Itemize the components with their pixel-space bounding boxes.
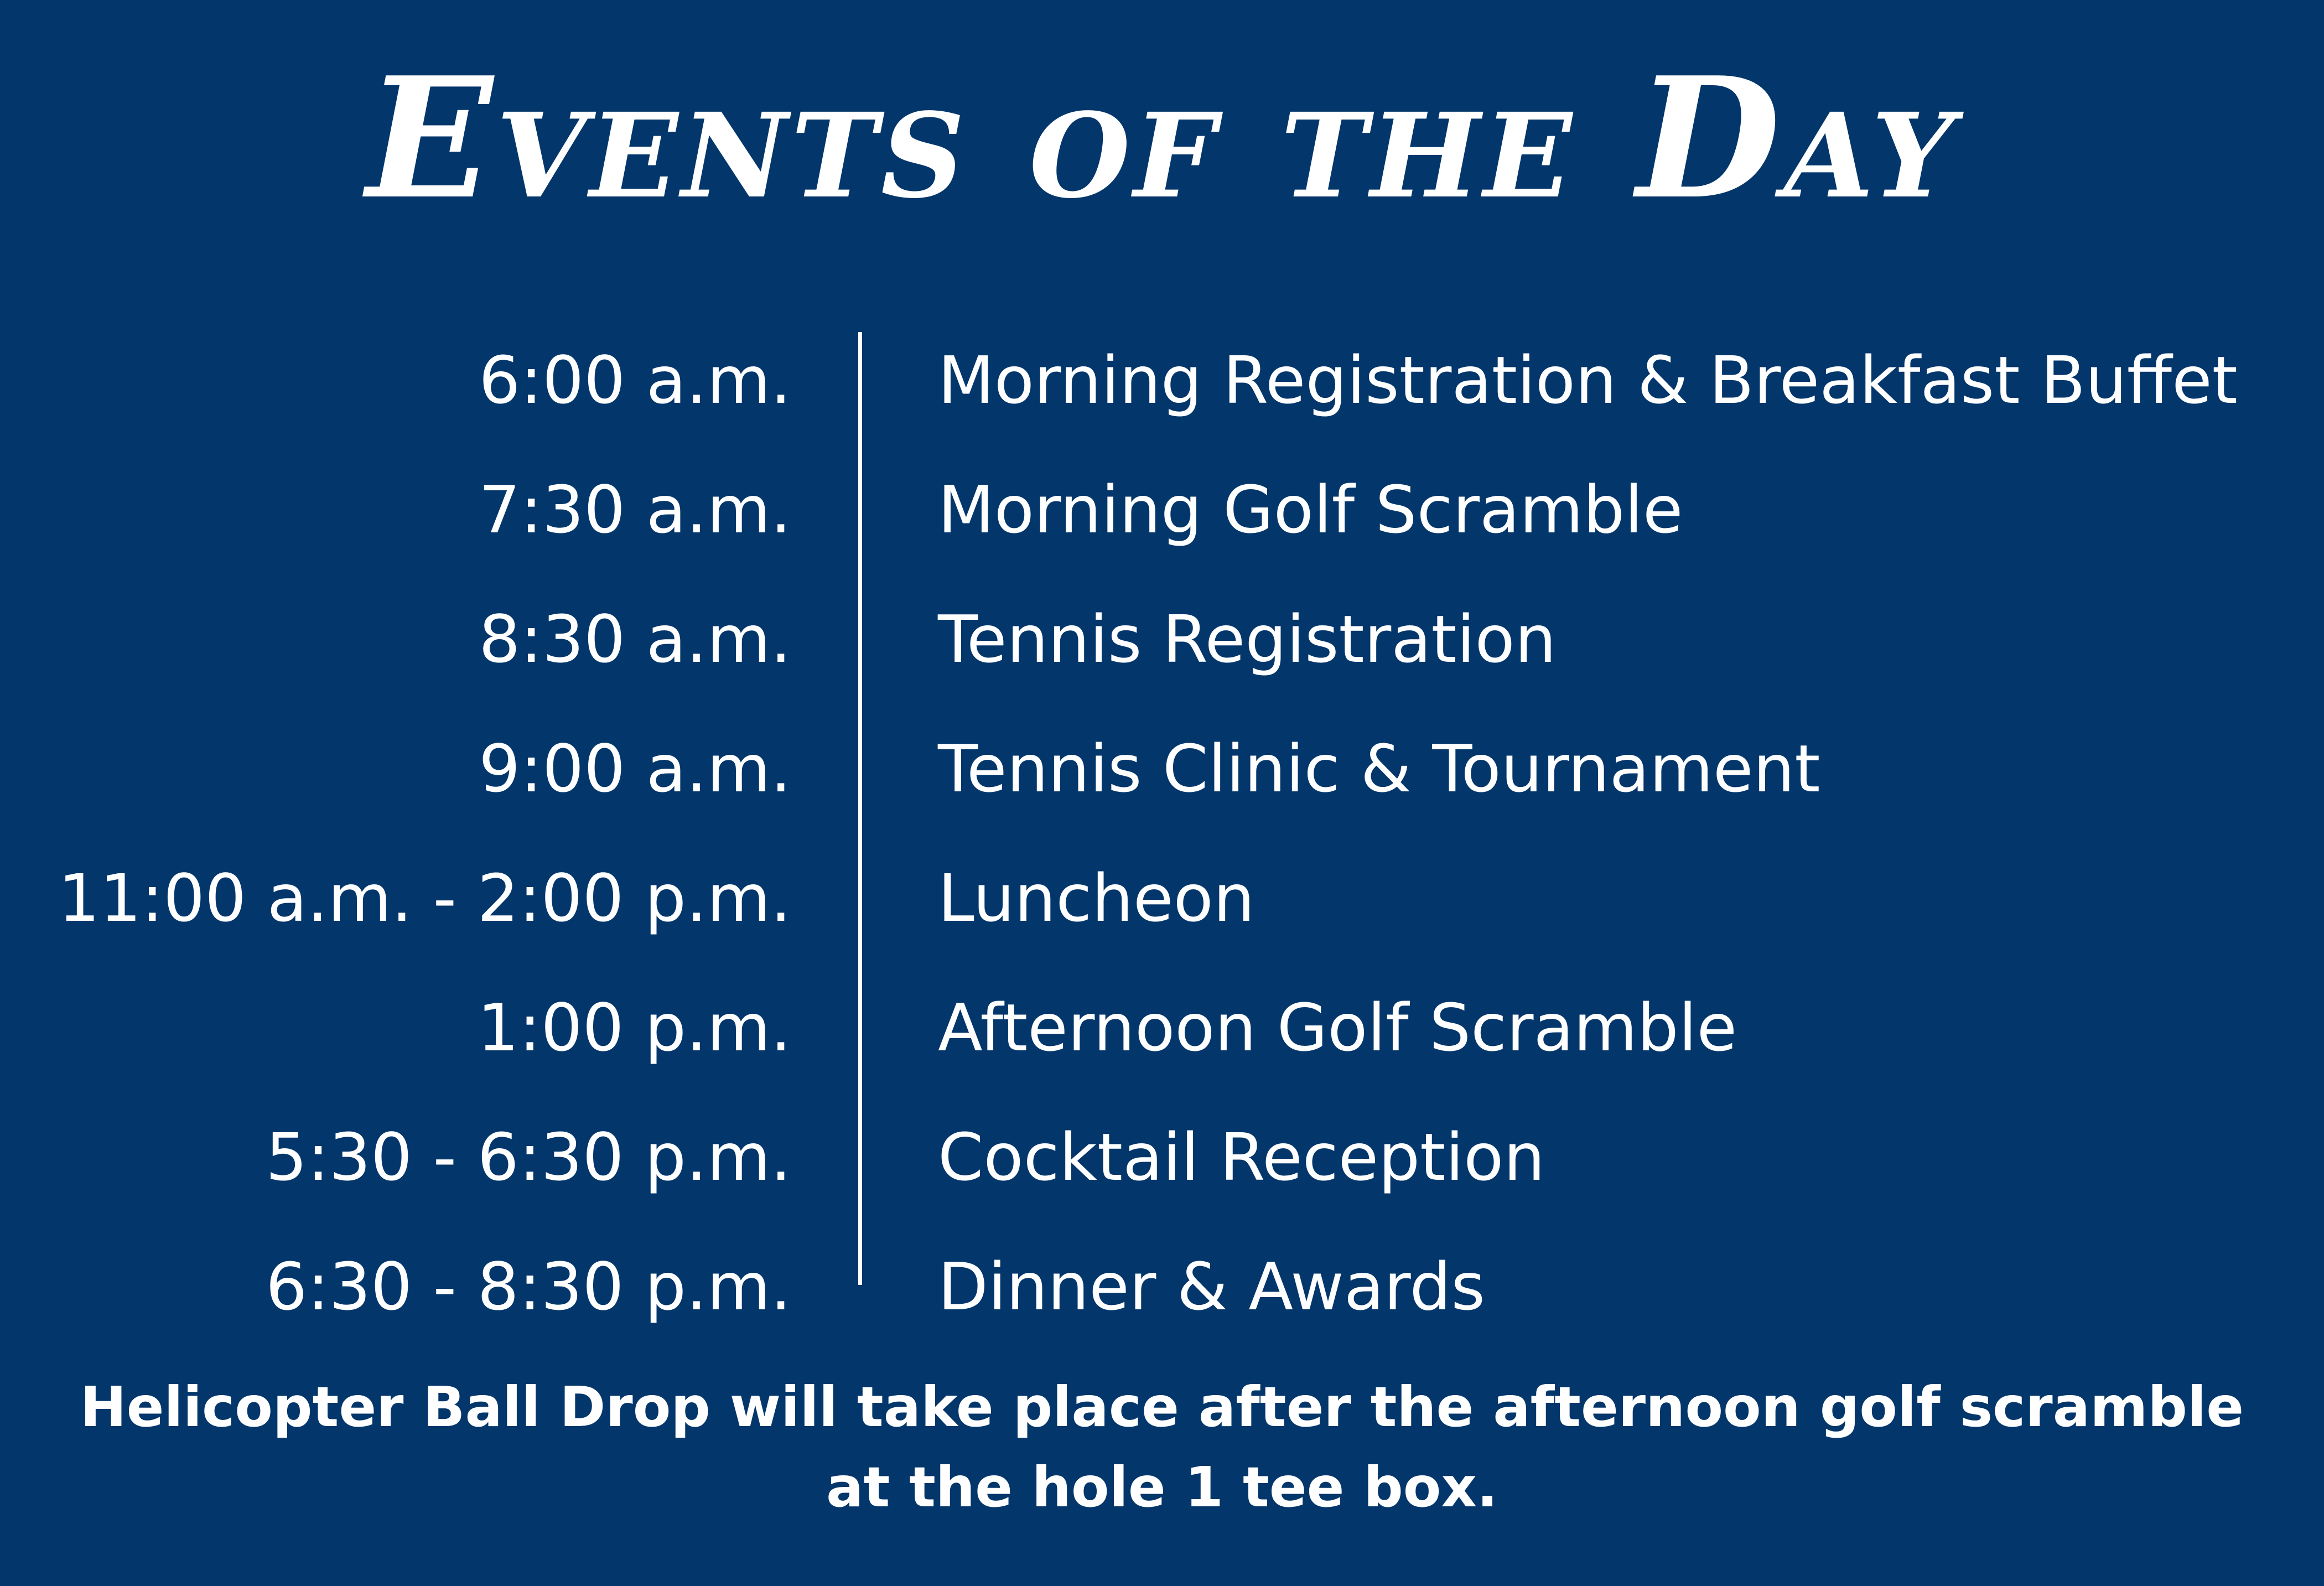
schedule-event: Morning Golf Scramble bbox=[938, 471, 1683, 548]
schedule-row bbox=[0, 833, 2324, 963]
schedule-time: 9:00 a.m. bbox=[479, 730, 791, 807]
schedule-event: Tennis Registration bbox=[938, 601, 1557, 677]
helicopter-note bbox=[0, 1367, 2324, 1527]
schedule-event: Dinner & Awards bbox=[938, 1248, 1485, 1325]
schedule-event: Afternoon Golf Scramble bbox=[938, 989, 1737, 1066]
note-line-1: Helicopter Ball Drop will take place after the afternoon golf scramble bbox=[80, 1375, 2244, 1439]
schedule-event: Luncheon bbox=[938, 860, 1255, 936]
schedule-time: 11:00 a.m. - 2:00 p.m. bbox=[58, 860, 791, 936]
page-title: Events of the Day bbox=[366, 40, 1958, 236]
schedule-row bbox=[0, 315, 2324, 445]
schedule-event: Morning Registration & Breakfast Buffet bbox=[938, 342, 2238, 418]
schedule-row bbox=[0, 574, 2324, 704]
schedule-time: 7:30 a.m. bbox=[479, 471, 791, 548]
schedule-time: 6:00 a.m. bbox=[479, 342, 791, 418]
schedule-row bbox=[0, 1092, 2324, 1222]
schedule-row bbox=[0, 1222, 2324, 1351]
schedule-time: 8:30 a.m. bbox=[479, 601, 791, 677]
schedule-row bbox=[0, 704, 2324, 833]
schedule-time: 1:00 p.m. bbox=[477, 989, 791, 1066]
schedule-time: 5:30 - 6:30 p.m. bbox=[266, 1119, 791, 1195]
schedule-event: Cocktail Reception bbox=[938, 1119, 1545, 1195]
schedule-row bbox=[0, 963, 2324, 1092]
schedule-event: Tennis Clinic & Tournament bbox=[938, 730, 1820, 807]
schedule-row bbox=[0, 445, 2324, 574]
note-line-2: at the hole 1 tee box. bbox=[826, 1455, 1498, 1520]
schedule-time: 6:30 - 8:30 p.m. bbox=[266, 1248, 791, 1325]
